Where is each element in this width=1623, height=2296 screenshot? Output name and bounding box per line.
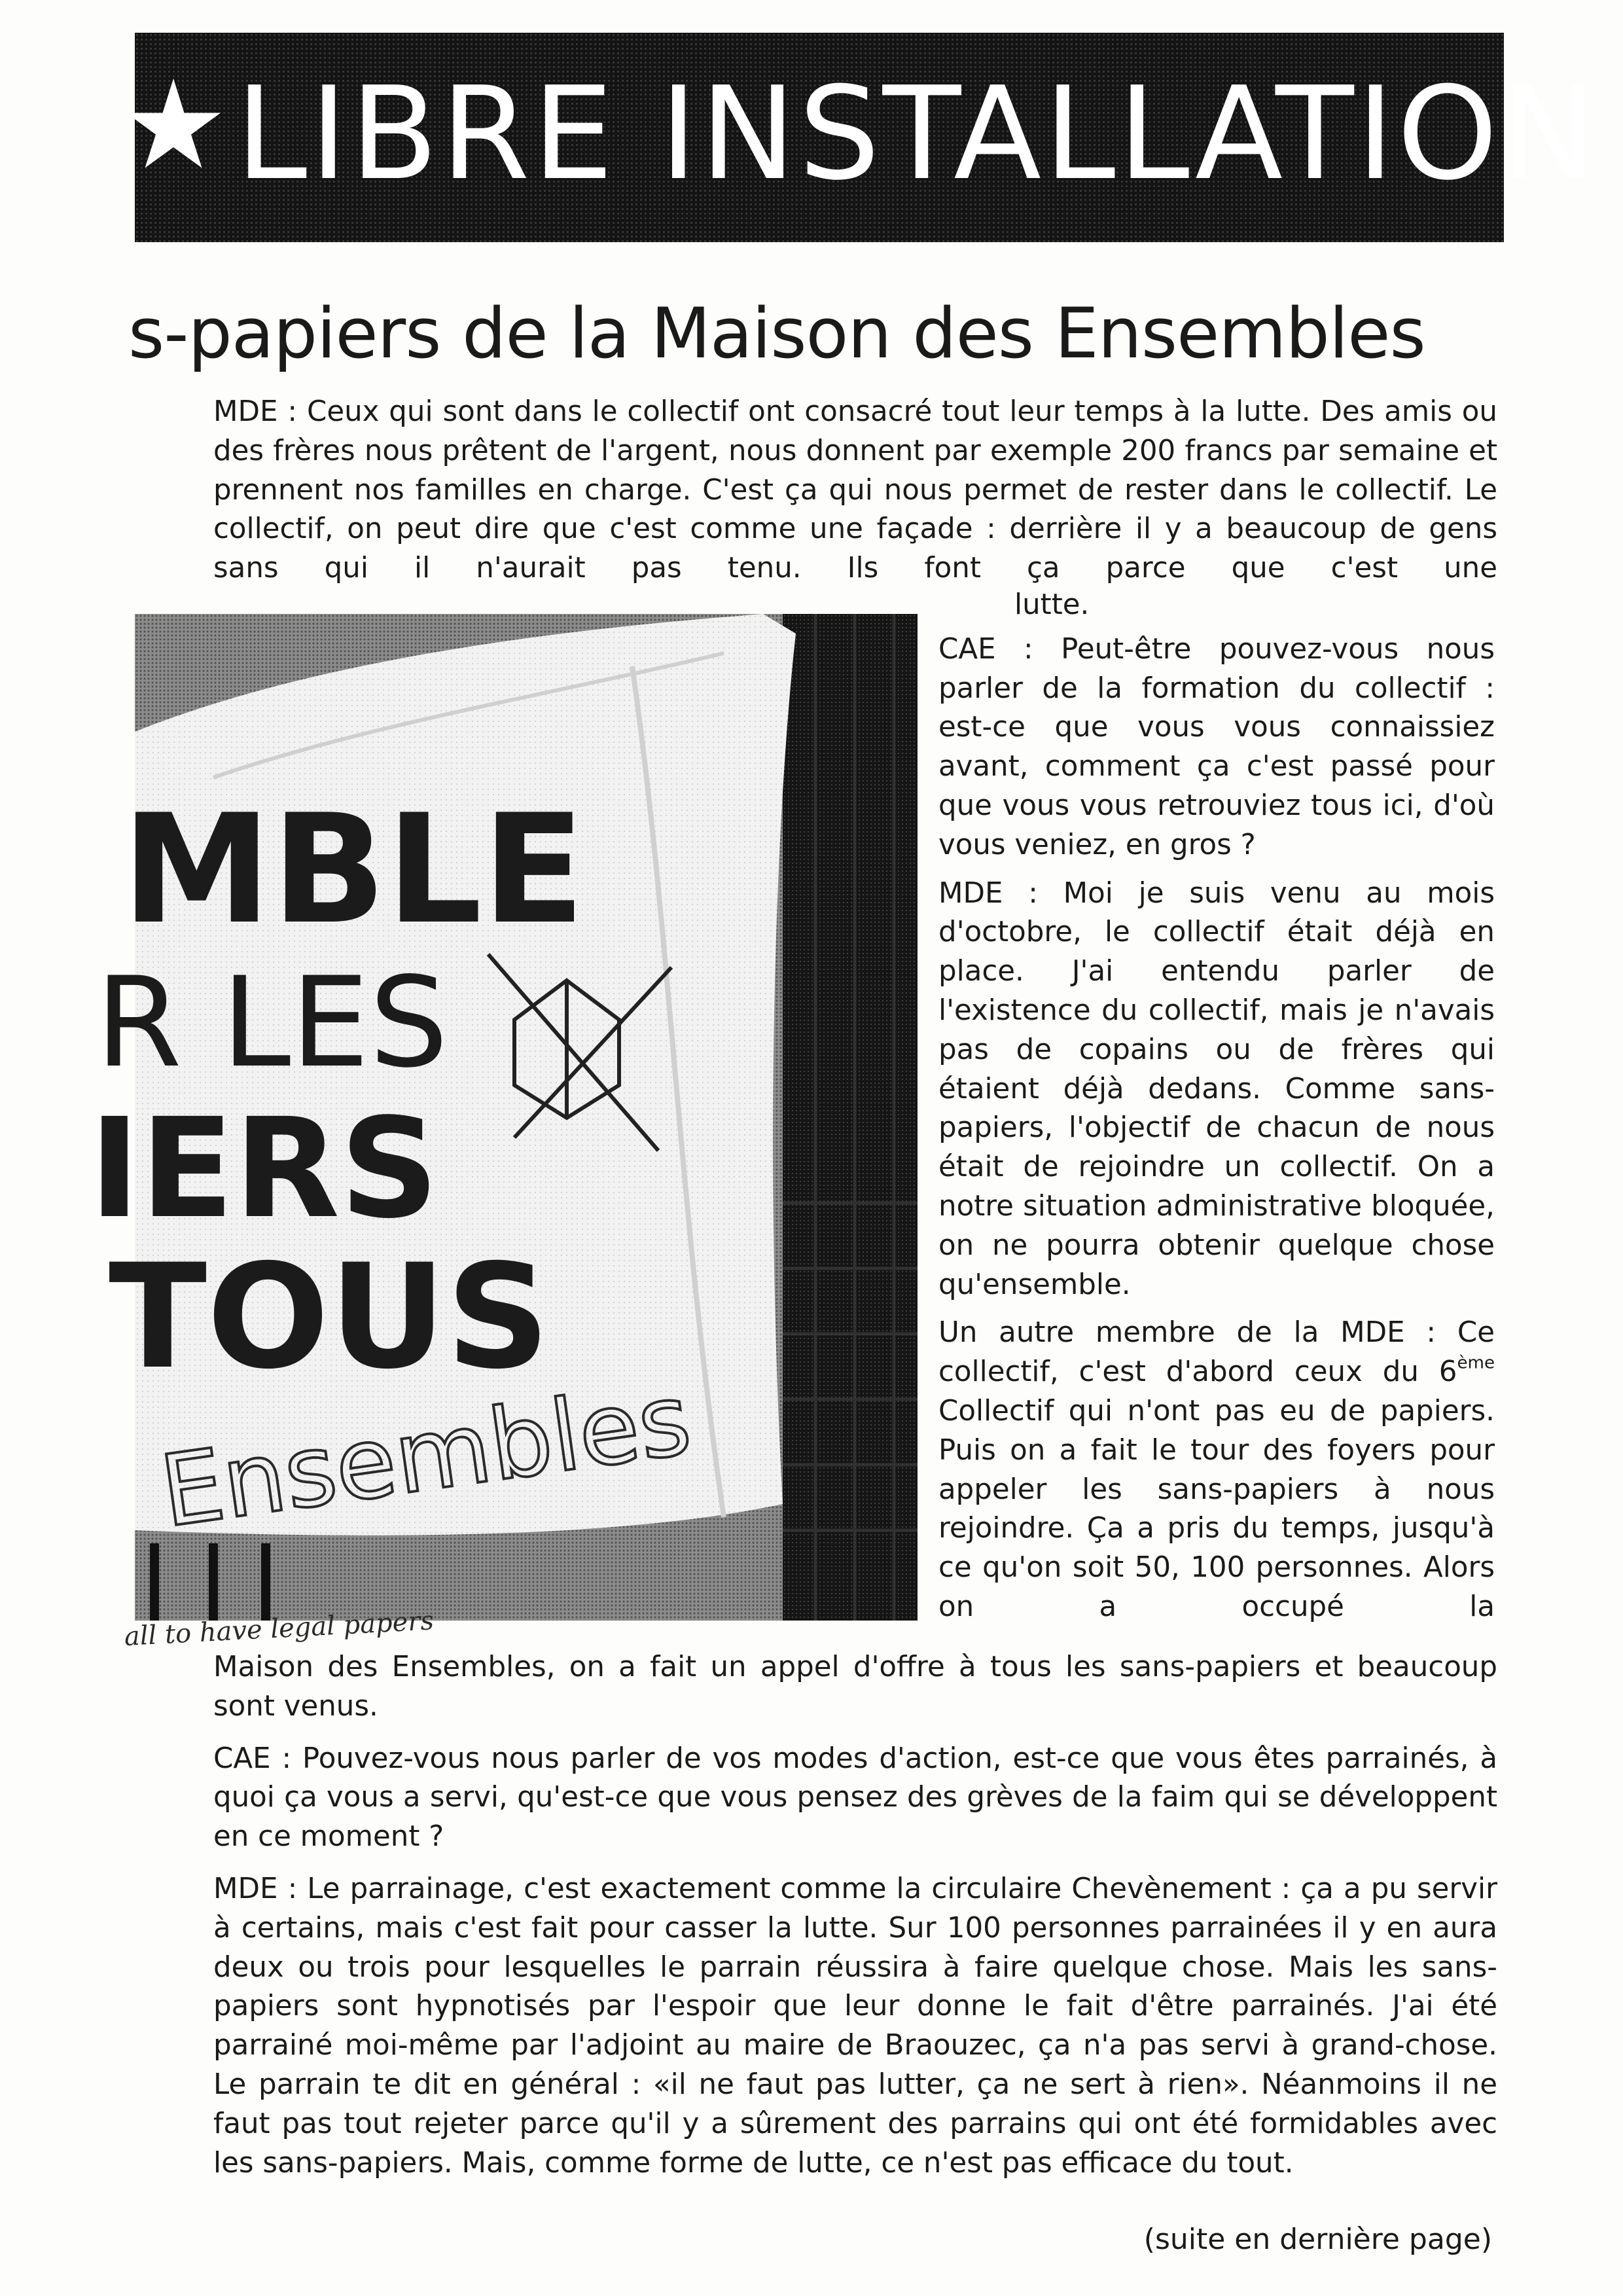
intro-block <box>213 393 1497 588</box>
handwritten-note: all to have legal papers <box>123 1605 435 1652</box>
superscript-eme: ème <box>1457 1353 1495 1373</box>
banner-line-2: R LES <box>96 950 448 1095</box>
other-member-text-b: Collectif qui n'ont pas eu de papiers. Puis on a fait le tour des foyers pour appeler les sans-papiers à nous rejoindre. Ça a pris du temps, jusqu'à ce qu'on soit 50, 100 personnes. Alors on a occupé la <box>938 1394 1495 1623</box>
bottom-block <box>213 1648 1497 2183</box>
mde-answer-formation: MDE : Moi je suis venu au mois d'octobre, le collectif était déjà en place. J'ai entendu parler de l'existence du collectif, mais je n'avais pas de copains ou de frères qui étaient déjà dedans. Comme sans-papiers, l'objectif de chacun de nous était de rejoindre un collectif. On a notre situation administrative bloquée, on ne pourra obtenir quelque chose qu'ensemble. <box>938 876 1495 1301</box>
other-member-answer <box>938 1314 1495 1626</box>
protest-banner-photo <box>89 614 918 1621</box>
article-headline: s-papiers de la Maison des Ensembles <box>128 293 1425 374</box>
banner-title: LIBRE INSTALLATION <box>236 60 1599 209</box>
banner-line-4: TOUS <box>109 1233 550 1401</box>
other-member-text-a: Un autre membre de la MDE : Ce collectif, c'est d'abord ceux du 6 <box>938 1316 1495 1389</box>
cae-question-formation: CAE : Peut-être pouvez-vous nous parler de la formation du collectif : est-ce que vous vous connaissiez avant, comment ça c'est passé pour que vous vous retrouviez tous ici, d'où vous veniez, en gros ? <box>938 632 1495 861</box>
banner-line-1: MBLE <box>122 783 585 958</box>
other-member-continuation: Maison des Ensembles, on a fait un appel d'offre à tous les sans-papiers et beaucoup sont venus. <box>213 1651 1497 1723</box>
banner-line-3: IERS <box>89 1088 439 1249</box>
banner-signature: Ensembles <box>154 1362 698 1550</box>
cae-question-actions: CAE : Pouvez-vous nous parler de vos modes d'action, est-ce que vous êtes parrainés, à quoi ça vous a servi, qu'est-ce que vous pensez des grèves de la faim qui se développent en ce moment ? <box>213 1742 1497 1854</box>
right-column <box>938 586 1495 1627</box>
intro-tail: lutte. <box>1014 588 1090 621</box>
intro-paragraph: MDE : Ceux qui sont dans le collectif ont consacré tout leur temps à la lutte. Des amis ou des frères nous prêtent de l'argent, nous donnent par exemple 200 francs par semaine et prennent nos familles en charge. C'est ça qui nous permet de rester dans le collectif. Le collectif, on peut dire que c'est comme une façade : derrière il y a beaucoup de gens sans qui il n'aurait pas tenu. Ils font ça parce que c'est une <box>213 395 1497 585</box>
mde-answer-actions: MDE : Le parrainage, c'est exactement comme la circulaire Chevènement : ça a pu servir à certains, mais c'est fait pour casser la lutte. Sur 100 personnes parrainées il y en aura deux ou trois pour lesquelles le parrain réussira à faire quelque chose. Mais les sans-papiers sont hypnotisés par l'espoir que leur donne le fait d'être parrainés. J'ai été parrainé moi-même par l'adjoint au maire de Braouzec, ça n'a pas servi à grand-chose. Le parrain te dit en général : «il ne faut pas lutter, ça ne sert à rien». Néanmoins il ne faut pas tout rejeter parce qu'il y a sûrement des parrains qui ont été formidables avec les sans-papiers. Mais, comme forme de lutte, ce n'est pas efficace du tout. <box>213 1872 1497 2179</box>
continuation-note: (suite en dernière page) <box>1143 2223 1492 2256</box>
